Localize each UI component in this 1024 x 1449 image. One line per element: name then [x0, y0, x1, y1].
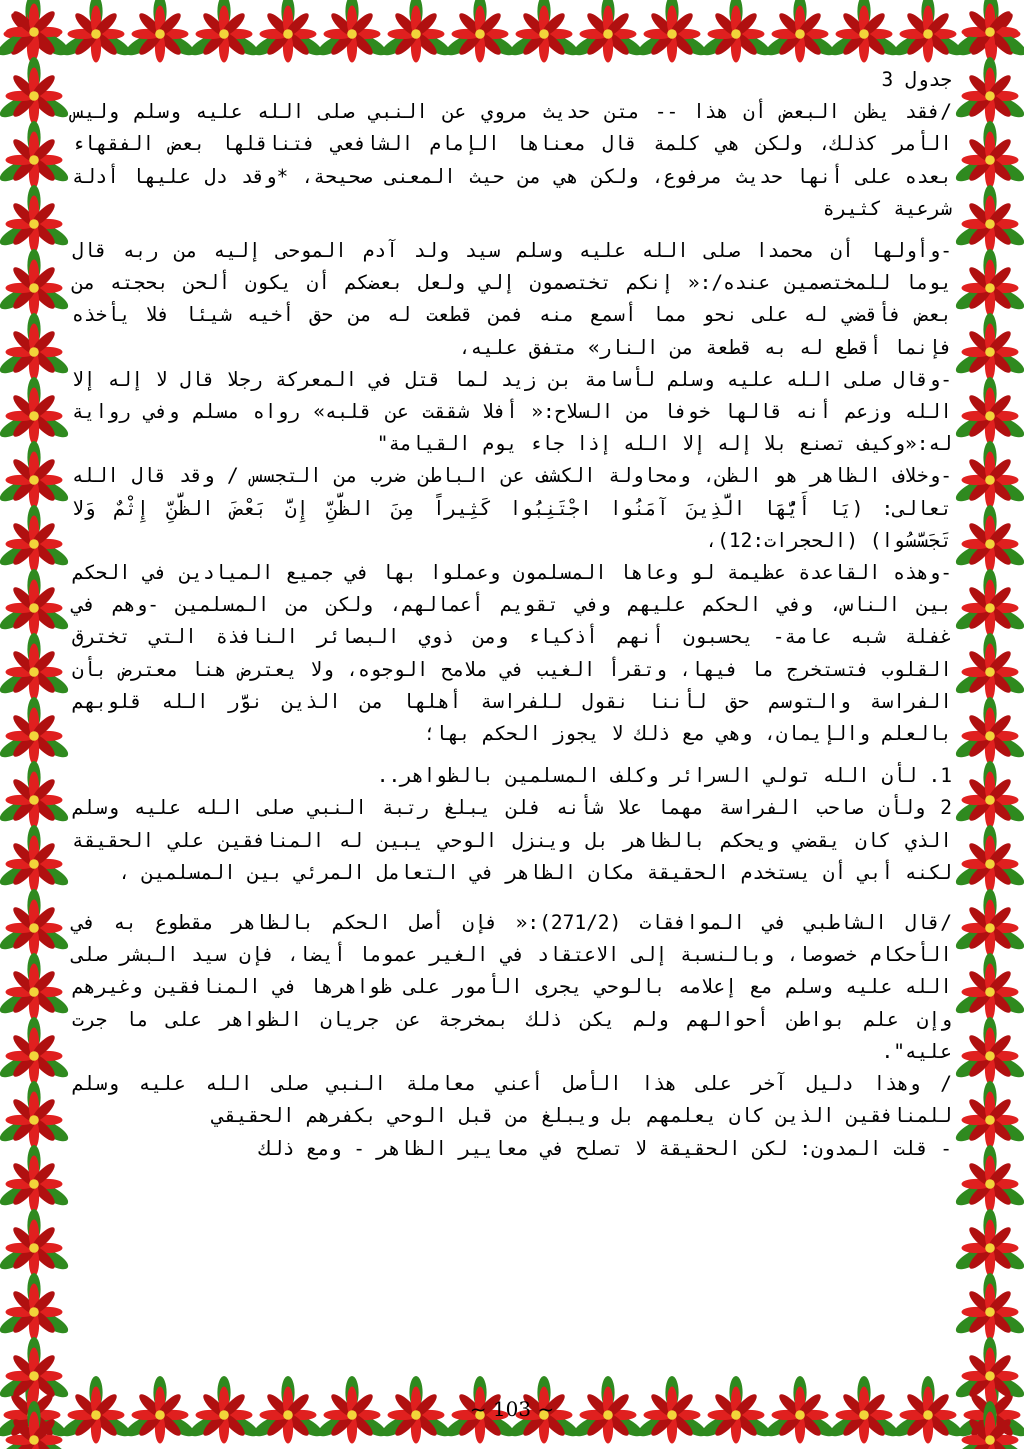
- border-svg: [0, 0, 1024, 68]
- poinsettia-flower: [953, 953, 1024, 1021]
- poinsettia-flower: [59, 0, 133, 63]
- poinsettia-flower: [0, 825, 71, 893]
- poinsettia-flower: [507, 0, 581, 63]
- poinsettia-flower: [953, 313, 1024, 381]
- poinsettia-flower: [379, 0, 453, 63]
- page-number: ~ 103 ~: [469, 1397, 555, 1421]
- poinsettia-flower: [953, 505, 1024, 573]
- paragraph-munafiqin: / وهذا دليل آخر على هذا الأصل أعني معاملة النبي صلى الله عليه وسلم للمنافقين الذين كان يعلمهم بل ويبلغ من قبل الوحي بكفرهم الحقيقي: [72, 1072, 952, 1128]
- poinsettia-flower: [0, 441, 71, 509]
- table-heading: جدول 3: [881, 68, 952, 91]
- border-svg: [0, 0, 68, 1449]
- paragraph-shatibi-quote: /قال الشاطبي في الموافقات (271/2):« فإن أصل الحكم بالظاهر مقطوع به في الأحكام خصوصا، وبالنسبة إلى الاعتقاد في الغير عموما أيضا، فإن سيد البشر صلى الله عليه وسلم مع إعلامه بالوحي يجرى الأمور على ظواهرها في المنافقين وغيرهم وإن علم بواطن أحوالهم ولم يكن ذلك بمخرجة عن جريان الظواهر على ما جرت عليه".: [72, 911, 952, 1063]
- poinsettia-flower: [953, 825, 1024, 893]
- poinsettia-flower: [0, 1401, 71, 1449]
- poinsettia-flower: [0, 249, 71, 317]
- paragraph-intro: /فقد يظن البعض أن هذا -- متن حديث مروي عن النبي صلى الله عليه وسلم وليس الأمر كذلك، ولكن هي كلمة قال معناها الإمام الشافعي فتناقلها بعض الفقهاء بعده على أنها حديث مرفوع، ولكن هي من حيث المعنى صحيحة، *وقد دل عليها أدلة شرعية كثيرة: [72, 100, 952, 220]
- poinsettia-flower: [0, 1081, 71, 1149]
- poinsettia-flower: [0, 761, 71, 829]
- paragraph-reason-1: 1. لأن الله تولي السرائر وكلف المسلمين بالظواهر..: [376, 764, 952, 788]
- poinsettia-flower: [827, 0, 901, 63]
- poinsettia-flower: [953, 1401, 1024, 1449]
- poinsettia-flower: [953, 889, 1024, 957]
- poinsettia-flower: [953, 377, 1024, 445]
- poinsettia-flower: [0, 121, 71, 189]
- poinsettia-flower: [953, 1145, 1024, 1213]
- poinsettia-flower: [0, 313, 71, 381]
- poinsettia-flower: [0, 569, 71, 637]
- poinsettia-flower: [699, 0, 773, 63]
- poinsettia-flower: [571, 0, 645, 63]
- document-body: [72, 64, 952, 1165]
- poinsettia-flower: [443, 0, 517, 63]
- poinsettia-flower: [0, 377, 71, 445]
- poinsettia-flower: [0, 697, 71, 765]
- poinsettia-flower: [0, 953, 71, 1021]
- poinsettia-flower: [953, 633, 1024, 701]
- poinsettia-flower: [953, 761, 1024, 829]
- paragraph-reason-2: 2 ولأن صاحب الفراسة مهما علا شأنه فلن يبلغ رتبة النبي صلى الله عليه وسلم الذي كان يقضي ويحكم بالظاهر بل وينزل الوحي يبين له المنافقين علي الحقيقة لكنه أبي أن يستخدم الحقيقة مكان الظاهر في التعامل المرئي بين المسلمين ،: [72, 796, 952, 884]
- poinsettia-flower: [953, 121, 1024, 189]
- poinsettia-flower: [0, 0, 71, 61]
- poinsettia-flower: [0, 57, 71, 125]
- poinsettia-border-left: [0, 0, 68, 1449]
- poinsettia-flower: [315, 0, 389, 63]
- poinsettia-flower: [953, 249, 1024, 317]
- poinsettia-flower: [953, 1273, 1024, 1341]
- poinsettia-flower: [187, 0, 261, 63]
- poinsettia-flower: [0, 1209, 71, 1277]
- poinsettia-flower: [0, 1017, 71, 1085]
- poinsettia-flower: [953, 1209, 1024, 1277]
- poinsettia-flower: [763, 0, 837, 63]
- poinsettia-flower: [953, 57, 1024, 125]
- paragraph-blogger-note: - قلت المدون: لكن الحقيقة لا تصلح في معايير الظاهر - ومع ذلك: [259, 1136, 952, 1160]
- poinsettia-flower: [891, 0, 965, 63]
- poinsettia-flower: [0, 185, 71, 253]
- poinsettia-flower: [123, 0, 197, 63]
- poinsettia-flower: [0, 1145, 71, 1213]
- poinsettia-flower: [953, 697, 1024, 765]
- poinsettia-flower: [635, 0, 709, 63]
- poinsettia-flower: [953, 0, 1024, 61]
- poinsettia-flower: [0, 505, 71, 573]
- poinsettia-flower: [251, 0, 325, 63]
- poinsettia-flower: [0, 1273, 71, 1341]
- poinsettia-flower: [953, 1017, 1024, 1085]
- paragraph-hadith-dispute: -وأولها أن محمدا صلى الله عليه وسلم سيد ولد آدم الموحى إليه من ربه قال يوما للمختصمين عنده/:« إنكم تختصمون إلي ولعل بعضكم أن يكون ألحن بحجته من بعض فأقضي له على نحو مما أسمع منه فمن قطعت له من حق أخيه شيئا فلا يأخذه فإنما أقطع له به قطعة من النار» متفق عليه،: [72, 239, 952, 359]
- paragraph-firasa-rule: -وهذه القاعدة عظيمة لو وعاها المسلمون وعملوا بها في جميع الميادين في الحكم بين الناس، وفي الحكم عليهم وفي تقويم أعمالهم، ولكن من المسلمين -وهم في غفلة شبه عامة- يحسبون أنهم أذكياء ومن ذوي البصائر النافذة التي تخترق القلوب فتستخرج ما فيها، وتقرأ الغيب في ملامح الوجوه، ولا يعترض هنا معترض بأن الفراسة والتوسم حق لأننا نقول للفراسة أهلها من الذين نوَّر الله قلوبهم بالعلم والإيمان، وهي مع ذلك لا يجوز الحكم بها؛: [72, 561, 952, 746]
- document-page: [72, 64, 952, 1421]
- paragraph-zann-verse: -وخلاف الظاهر هو الظن، ومحاولة الكشف عن الباطن ضرب من التجسس / وقد قال الله تعالى: (يَا أَيُّهَا الَّذِينَ آمَنُوا اجْتَنِبُوا كَثِيراً مِنَ الظَّنِّ إِنَّ بَعْضَ الظَّنِّ إِثْمٌ وَلا تَجَسَّسُوا) (الحجرات:12)،: [72, 464, 952, 552]
- poinsettia-flower: [0, 889, 71, 957]
- poinsettia-flower: [0, 1337, 71, 1405]
- poinsettia-border-top: [0, 0, 1024, 68]
- poinsettia-flower: [953, 441, 1024, 509]
- border-svg: [956, 0, 1024, 1449]
- poinsettia-flower: [953, 569, 1024, 637]
- poinsettia-flower: [0, 633, 71, 701]
- poinsettia-border-right: [956, 0, 1024, 1449]
- poinsettia-flower: [953, 185, 1024, 253]
- poinsettia-flower: [953, 1337, 1024, 1405]
- poinsettia-flower: [953, 1081, 1024, 1149]
- paragraph-usama-hadith: -وقال صلى الله عليه وسلم لأسامة بن زيد لما قتل في المعركة رجلا قال لا إله إلا الله وزعم أنه قالها خوفا من السلاح:« أفلا شققت عن قلبه» رواه مسلم وفي رواية له:«وكيف تصنع بلا إله إلا الله إذا جاء يوم القيامة": [72, 367, 952, 456]
